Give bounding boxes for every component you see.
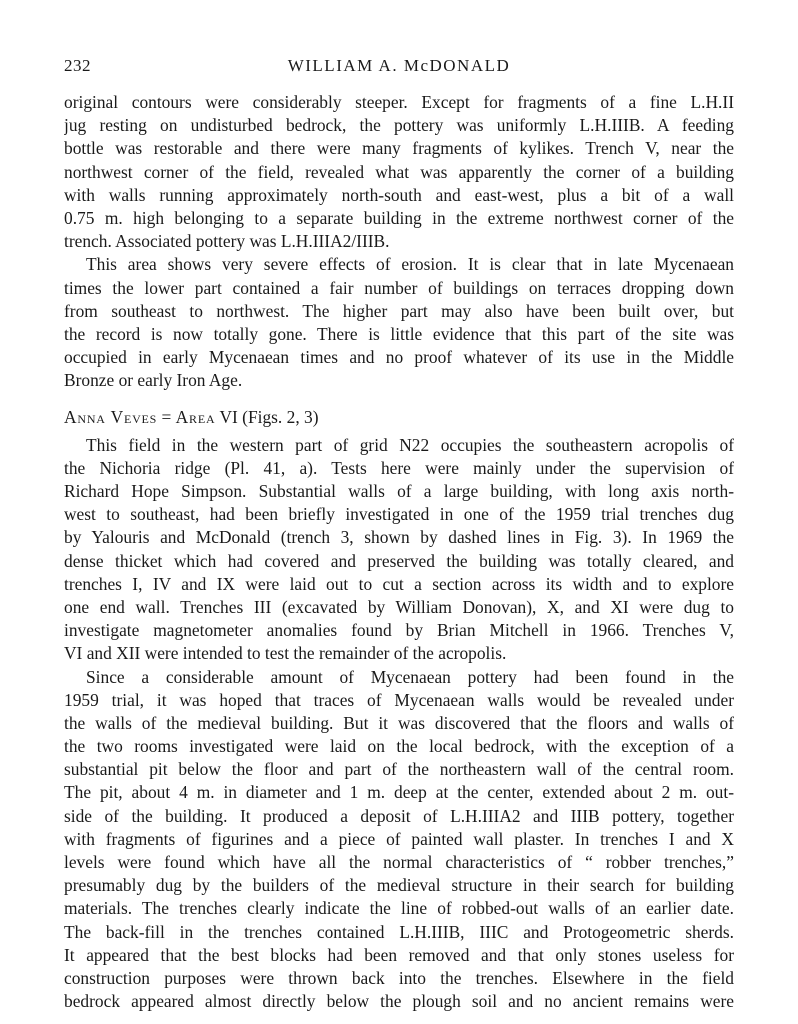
text-line: investigate magnetometer anomalies found by Brian Mitchell in 1966. Trenches V, [64, 620, 734, 641]
text-line: bottle was restorable and there were many fragments of kylikes. Trench V, near the [64, 138, 734, 159]
text-line: original contours were considerably steeper. Except for fragments of a fine L.H.II [64, 92, 734, 112]
text-line: from southeast to northwest. The higher part may also have been built over, but [64, 300, 734, 321]
body-text [64, 91, 734, 1013]
heading-area-number: VI (Figs. 2, 3) [215, 407, 319, 428]
page-number: 232 [64, 56, 91, 75]
paragraph-2 [64, 253, 734, 392]
running-head: WILLIAM A. McDONALD [287, 56, 511, 75]
paragraph-1 [64, 91, 734, 253]
text-line: west to southeast, had been briefly investigated in one of the 1959 trial trenches dug [64, 504, 734, 525]
text-line: the record is now totally gone. There is little evidence that this part of the site was [64, 323, 734, 344]
heading-area-label: Area [175, 407, 216, 428]
page-header [64, 56, 734, 78]
text-line: the two rooms investigated were laid on the local bedrock, with the exception of a [64, 736, 734, 757]
text-line: presumably dug by the builders of the medieval structure in their search for building [64, 875, 734, 896]
text-line: bedrock appeared almost directly below the plough soil and no ancient remains were [64, 991, 734, 1012]
text-line: The pit, about 4 m. in diameter and 1 m. deep at the center, extended about 2 m. out- [64, 782, 734, 803]
heading-field-name: Anna Veves [64, 407, 158, 428]
text-line: 1959 trial, it was hoped that traces of Mycenaean walls would be revealed under [64, 689, 734, 710]
heading-equals: = [157, 407, 176, 428]
text-line: construction purposes were thrown back into the trenches. Elsewhere in the field [64, 967, 734, 988]
text-line: substantial pit below the floor and part of the northeastern wall of the central room. [64, 759, 734, 780]
text-line: side of the building. It produced a deposit of L.H.IIIA2 and IIIB pottery, together [64, 805, 734, 826]
text-line: by Yalouris and McDonald (trench 3, shown by dashed lines in Fig. 3). In 1969 the [64, 527, 734, 548]
text-line: Bronze or early Iron Age. [64, 370, 243, 391]
text-line: trench. Associated pottery was L.H.IIIA2/IIIB. [64, 231, 390, 252]
text-line: The back-fill in the trenches contained L.H.IIIB, IIIC and Protogeometric sherds. [64, 921, 734, 942]
text-line: trenches I, IV and IX were laid out to cut a section across its width and to explore [64, 573, 734, 594]
text-line: occupied in early Mycenaean times and no proof whatever of its use in the Middle [64, 347, 734, 368]
text-line: 0.75 m. high belonging to a separate building in the extreme northwest corner of the [64, 207, 734, 228]
text-line: the walls of the medieval building. But it was discovered that the floors and walls of [64, 712, 734, 733]
paragraph-4 [64, 666, 734, 1014]
text-line: the Nichoria ridge (Pl. 41, a). Tests here were mainly under the supervision of [64, 457, 734, 478]
text-line: times the lower part contained a fair number of buildings on terraces dropping down [64, 277, 734, 298]
text-line: jug resting on undisturbed bedrock, the pottery was uniformly L.H.IIIB. A feeding [64, 115, 734, 136]
text-line: Richard Hope Simpson. Substantial walls of a large building, with long axis north- [64, 481, 734, 501]
text-line: VI and XII were intended to test the remainder of the acropolis. [64, 643, 507, 664]
text-line: levels were found which have all the normal characteristics of “ robber trenches,” [64, 852, 734, 872]
section-heading [64, 406, 734, 429]
text-line: Since a considerable amount of Mycenaean pottery had been found in the [86, 666, 734, 687]
text-line: It appeared that the best blocks had been removed and that only stones useless for [64, 944, 734, 965]
text-line: northwest corner of the field, revealed what was apparently the corner of a building [64, 161, 734, 182]
paragraph-3 [64, 434, 734, 666]
text-line: with fragments of figurines and a piece of painted wall plaster. In trenches I and X [64, 828, 734, 849]
text-line: dense thicket which had covered and preserved the building was totally cleared, and [64, 550, 734, 571]
text-line: with walls running approximately north-south and east-west, plus a bit of a wall [64, 184, 734, 205]
text-line: materials. The trenches clearly indicate the line of robbed-out walls of an earlier date. [64, 898, 734, 919]
text-line: This field in the western part of grid N22 occupies the southeastern acropolis of [86, 434, 734, 455]
text-line: one end wall. Trenches III (excavated by William Donovan), X, and XI were dug to [64, 596, 734, 617]
text-line: This area shows very severe effects of erosion. It is clear that in late Mycenaean [86, 254, 734, 275]
